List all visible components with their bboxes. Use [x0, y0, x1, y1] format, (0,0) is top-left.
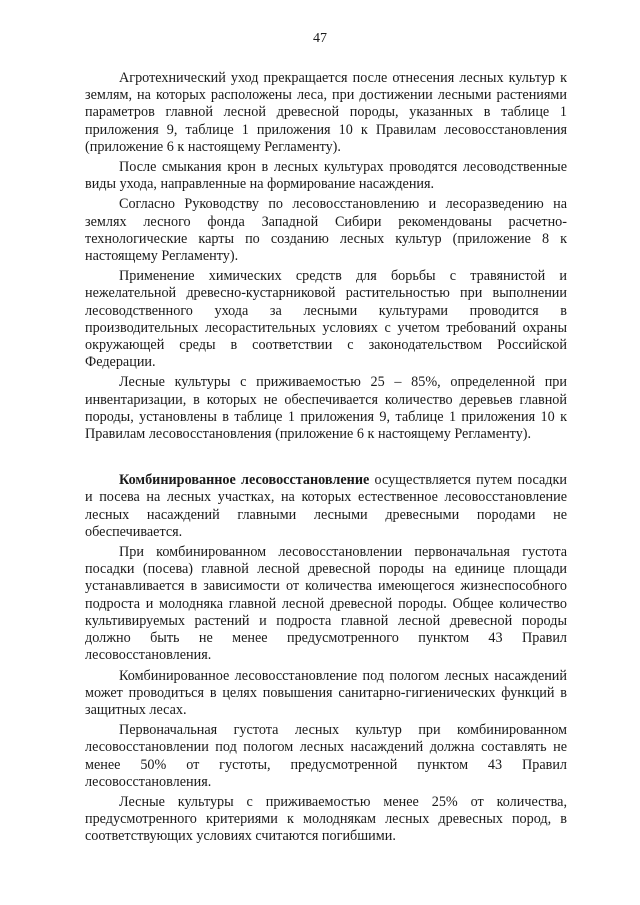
- paragraph-chemical-treatment: Применение химических средств для борьбы с травянистой и нежелательной древесно-кустарниковой растительностью при выполнении лесоводственного ухода за лесными культурами проводится в производительных лесорастительных условиях с учетом требований охраны окружающей среды в соответствии с законодательством Российской Федерации.: [85, 268, 567, 371]
- paragraph-canopy-closure: После смыкания крон в лесных культурах проводятся лесоводственные виды ухода, направленные на формирование насаждения.: [85, 159, 567, 193]
- section-spacer: [85, 446, 567, 472]
- paragraph-initial-density: При комбинированном лесовосстановлении первоначальная густота посадки (посева) главной лесной древесной породы на единице площади устанавливается в зависимости от количества имеющегося жизнеспособного подроста и молодняка главной лесной древесной породы. Общее количество культивируемых растений и подроста главной лесной древесной породы должно быть не менее предусмотренного пунктом 43 Правил лесовосстановления.: [85, 544, 567, 664]
- page-number: 47: [313, 31, 327, 46]
- paragraph-survival-rate: Лесные культуры с приживаемостью 25 – 85%, определенной при инвентаризации, в которых не обеспечивается количество деревьев главной породы, установлены в таблице 1 приложения 9, таблице 1 приложения 10 к Правилам лесовосстановления (приложение 6 к настоящему Регламенту).: [85, 374, 567, 443]
- paragraph-combined-reforestation: [85, 472, 567, 541]
- section-heading-combined-reforestation: Комбинированное лесовосстановление: [119, 472, 370, 489]
- document-body: [85, 70, 567, 849]
- paragraph-density-under-canopy: Первоначальная густота лесных культур при комбинированном лесовосстановлении под пологом лесных насаждений должна составлять не менее 50% от густоты, предусмотренной пунктом 43 Правил лесовосстановления.: [85, 722, 567, 790]
- paragraph-under-canopy: Комбинированное лесовосстановление под пологом лесных насаждений может проводиться в целях повышения санитарно-гигиенических функций в защитных лесах.: [85, 667, 567, 718]
- paragraph-agrotechnical-care: Агротехнический уход прекращается после отнесения лесных культур к землям, на которых расположены леса, при достижении лесными растениями параметров главной лесной древесной породы, указанных в таблице 1 приложения 9, таблице 1 приложения 10 к Правилам лесовосстановления (приложение 6 к настоящему Регламенту).: [85, 70, 567, 155]
- paragraph-failed-plantations: Лесные культуры с приживаемостью менее 25% от количества, предусмотренного критериями к молоднякам лесных древесных пород, в соответствующих условиях считаются погибшими.: [85, 793, 567, 845]
- paragraph-guidance-western-siberia: Согласно Руководству по лесовосстановлению и лесоразведению на землях лесного фонда Западной Сибири рекомендованы расчетно-технологические карты по созданию лесных культур (приложение 8 к настоящему Регламенту).: [85, 196, 567, 265]
- paragraph-text: осуществляется путем посадки и посева на лесных участках, на которых естественное лесовосстановление лесных насаждений главными лесными древесными породами не обеспечивается.: [85, 472, 567, 540]
